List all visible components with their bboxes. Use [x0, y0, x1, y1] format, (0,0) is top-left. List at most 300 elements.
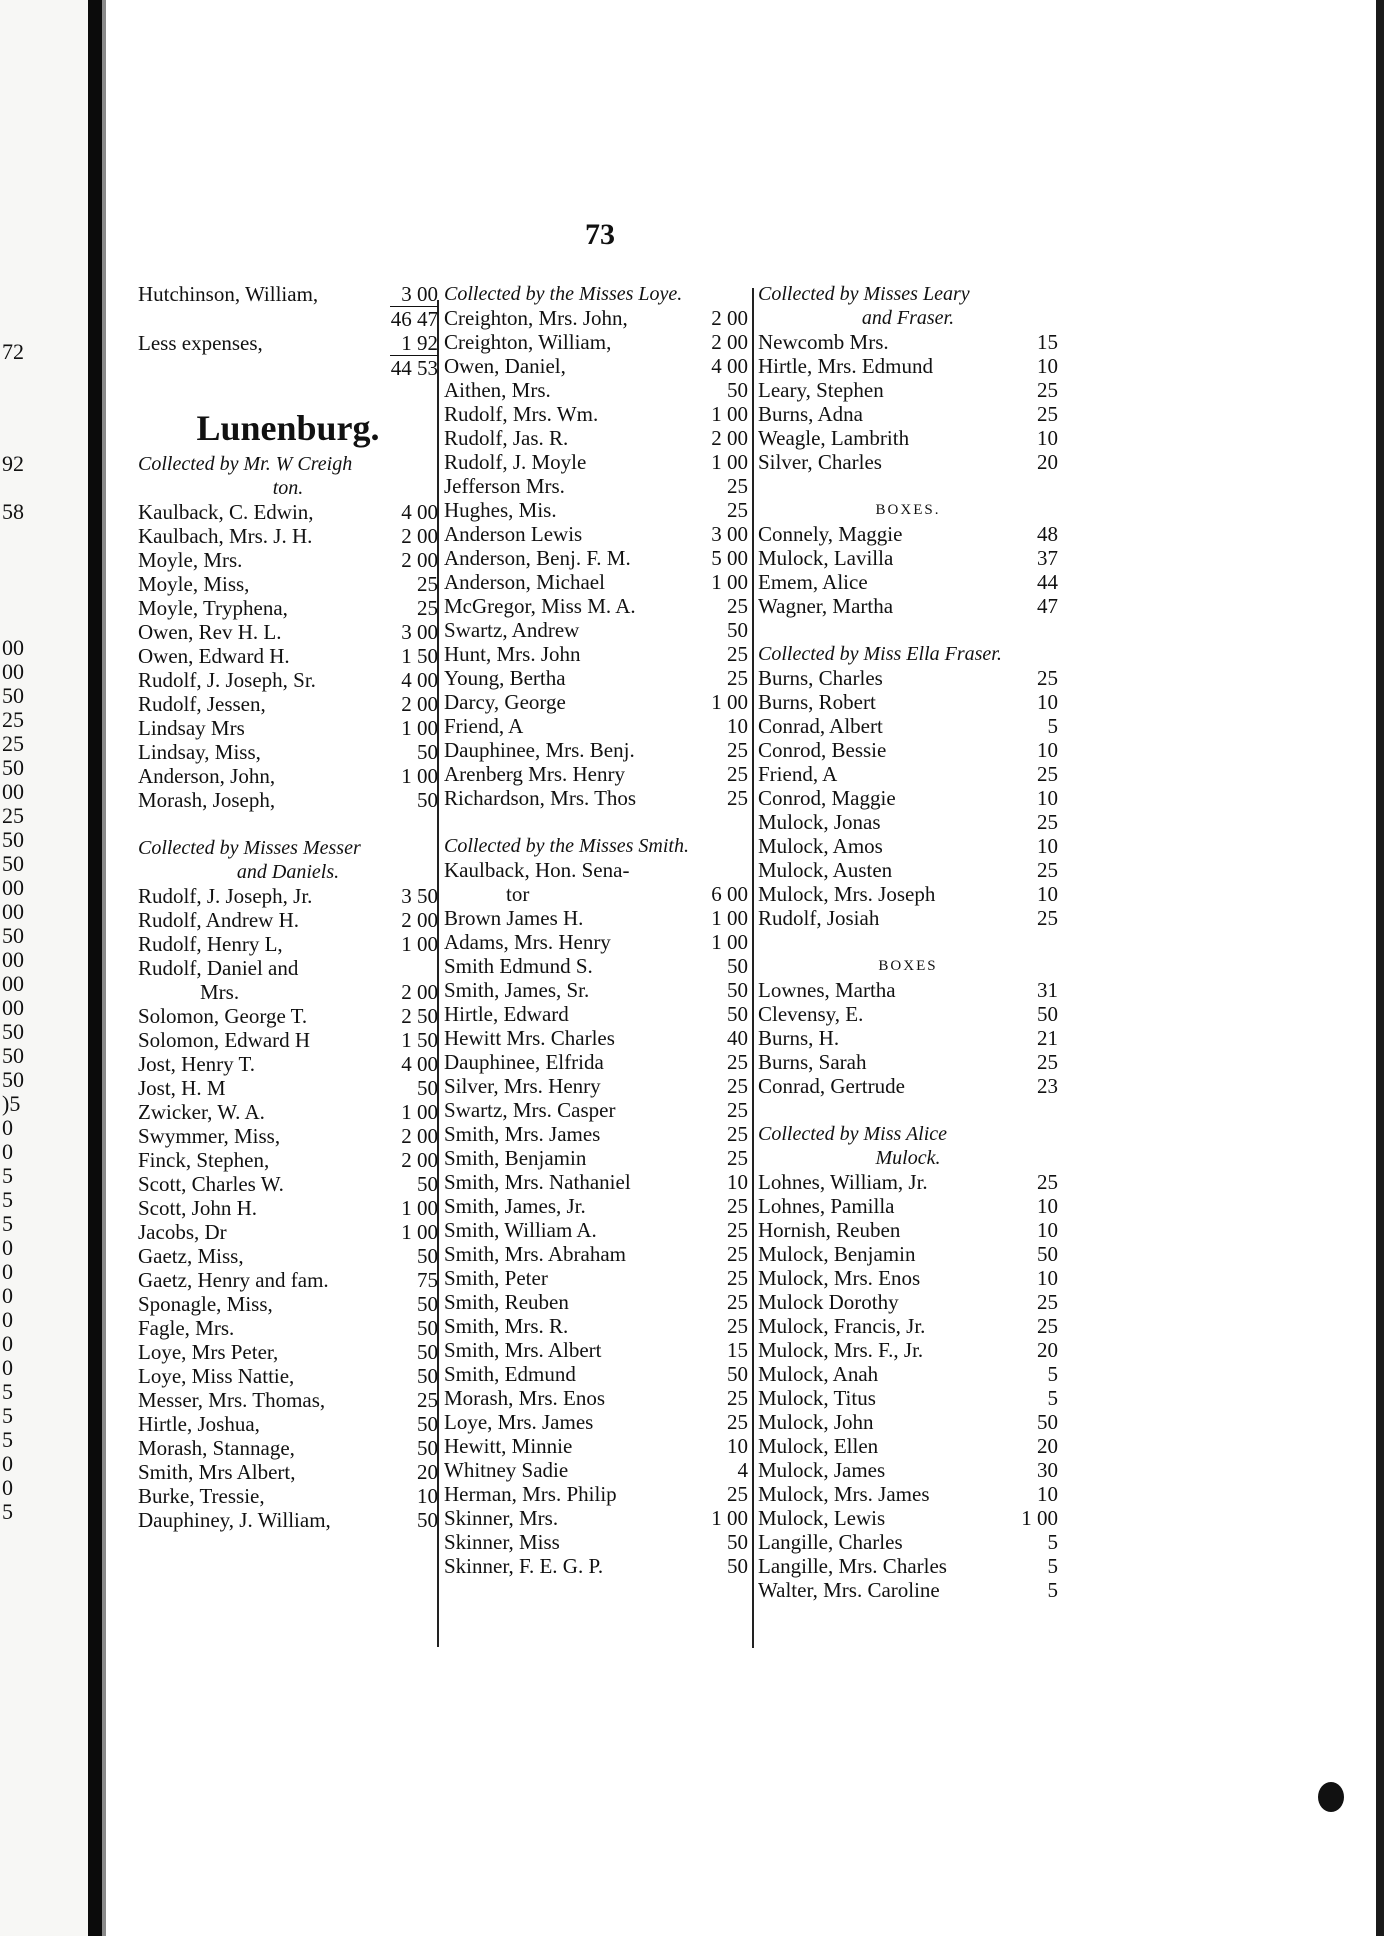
donor-name: Smith, Reuben: [444, 1290, 569, 1314]
donor-name: Anderson, Benj. F. M.: [444, 546, 631, 570]
donation-amount: 4 00: [401, 1052, 438, 1076]
entry-row: [138, 1172, 438, 1196]
collector-header: and Daniels.: [236, 861, 340, 883]
entry-row: [758, 1386, 1058, 1410]
donation-amount: 25: [1037, 906, 1058, 930]
collector-header: and Fraser.: [861, 307, 955, 329]
donor-name: Hewitt, Minnie: [444, 1434, 573, 1458]
donor-name: Emem, Alice: [758, 570, 868, 594]
entry-row: [758, 1002, 1058, 1026]
donation-amount: 5: [1047, 714, 1058, 738]
donation-amount: 10: [727, 1170, 748, 1194]
prev-page-number: 0: [2, 1355, 13, 1380]
entry-row: [444, 546, 748, 570]
donor-name: Smith Edmund S.: [444, 954, 593, 978]
donation-amount: 25: [727, 1242, 748, 1266]
donation-amount: 50: [417, 1340, 438, 1364]
donation-amount: 75: [417, 1268, 438, 1292]
donor-name: Hunt, Mrs. John: [444, 642, 581, 666]
entry-row: [138, 1196, 438, 1220]
entry-row: [758, 1362, 1058, 1386]
prev-page-number: 58: [2, 499, 24, 524]
entry-row: [444, 1266, 748, 1290]
prev-page-number: 0: [2, 1451, 13, 1476]
collector-header: Collected by Miss Alice: [758, 1123, 948, 1145]
donation-amount: 25: [727, 786, 748, 810]
donor-name: Mulock Dorothy: [758, 1290, 899, 1314]
entry-row: [758, 858, 1058, 882]
entry-row: [444, 1338, 748, 1362]
donor-name: Morash, Mrs. Enos: [444, 1386, 605, 1410]
donation-amount: 20: [1037, 450, 1058, 474]
entry-row: [138, 956, 438, 980]
donor-name: Mrs.: [200, 980, 240, 1004]
entry-row: [138, 356, 438, 380]
entry-row: [758, 1530, 1058, 1554]
donor-name: Mulock, Mrs. Enos: [758, 1266, 921, 1290]
donation-amount: 3 50: [401, 884, 438, 908]
entry-row: [138, 644, 438, 668]
donor-name: Mulock, Mrs. James: [758, 1482, 930, 1506]
entry-row: [138, 1364, 438, 1388]
donation-amount: 1 00: [711, 402, 748, 426]
donor-name: Mulock, Lewis: [758, 1506, 886, 1530]
donor-name: Mulock, Mrs. Joseph: [758, 882, 936, 906]
prev-page-number: 5: [2, 1163, 13, 1188]
donor-name: Messer, Mrs. Thomas,: [138, 1388, 326, 1412]
donation-amount: 50: [727, 954, 748, 978]
donation-amount: 50: [417, 1244, 438, 1268]
donation-amount: 48: [1037, 522, 1058, 546]
donor-name: Solomon, George T.: [138, 1004, 308, 1028]
donation-amount: 1 00: [401, 1220, 438, 1244]
entry-row: [138, 932, 438, 956]
donor-name: Rudolf, Daniel and: [138, 956, 299, 980]
entry-row: [758, 1170, 1058, 1194]
donor-name: Dauphinee, Elfrida: [444, 1050, 604, 1074]
column-rule-2: [752, 288, 754, 1648]
donor-name: Lohnes, William, Jr.: [758, 1170, 928, 1194]
prev-page-number: 00: [2, 659, 24, 684]
prev-page-number: 5: [2, 1499, 13, 1524]
donation-amount: 2 00: [711, 426, 748, 450]
donor-name: Loye, Mrs Peter,: [138, 1340, 279, 1364]
donor-name: Mulock, Anah: [758, 1362, 879, 1386]
entry-row: [138, 620, 438, 644]
entry-row: [444, 618, 748, 642]
entry-row: [444, 1146, 748, 1170]
prev-page-number: 5: [2, 1379, 13, 1404]
donation-amount: 20: [1037, 1434, 1058, 1458]
donor-name: Mulock, Benjamin: [758, 1242, 916, 1266]
donation-amount: 2 50: [401, 1004, 438, 1028]
donor-name: Rudolf, Mrs. Wm.: [444, 402, 599, 426]
donor-name: Owen, Edward H.: [138, 644, 290, 668]
donation-amount: 10: [1037, 786, 1058, 810]
donation-amount: 25: [727, 498, 748, 522]
donor-name: Langille, Mrs. Charles: [758, 1554, 947, 1578]
spacer: [444, 810, 748, 834]
donor-name: Mulock, Jonas: [758, 810, 881, 834]
donor-name: Darcy, George: [444, 690, 566, 714]
donation-amount: 50: [1037, 1002, 1058, 1026]
donor-name: Jost, Henry T.: [138, 1052, 256, 1076]
entry-row: [138, 1100, 438, 1124]
entry-row: [758, 1314, 1058, 1338]
donor-name: Moyle, Mrs.: [138, 548, 243, 572]
donor-name: Whitney Sadie: [444, 1458, 569, 1482]
entry-row: [444, 1434, 748, 1458]
entry-row: [444, 1170, 748, 1194]
entry-row: [444, 1386, 748, 1410]
entry-row: [444, 498, 748, 522]
donor-name: Gaetz, Henry and fam.: [138, 1268, 329, 1292]
entry-row: [758, 522, 1058, 546]
prev-page-number: 25: [2, 707, 24, 732]
prev-page-number: 72: [2, 339, 24, 364]
donation-amount: 25: [727, 738, 748, 762]
donation-amount: 50: [727, 1554, 748, 1578]
entry-row: [138, 1028, 438, 1052]
entry-row: [444, 402, 748, 426]
entry-row: [758, 354, 1058, 378]
entry-row: [758, 450, 1058, 474]
donation-amount: 1 00: [1021, 1506, 1058, 1530]
entry-row: [758, 882, 1058, 906]
donation-amount: 25: [727, 474, 748, 498]
entry-row: [758, 978, 1058, 1002]
donor-name: Less expenses,: [138, 331, 263, 355]
donation-amount: 2 00: [401, 980, 438, 1004]
donor-name: Walter, Mrs. Caroline: [758, 1578, 940, 1602]
page-number: 73: [585, 218, 615, 251]
donation-amount: 25: [417, 596, 438, 620]
prev-page-number: 50: [2, 827, 24, 852]
entry-row: [444, 1194, 748, 1218]
entry-row: [138, 980, 438, 1004]
donor-name: Burns, Robert: [758, 690, 876, 714]
donation-amount: 25: [1037, 1314, 1058, 1338]
donation-amount: 50: [1037, 1242, 1058, 1266]
donor-name: Rudolf, Jessen,: [138, 692, 266, 716]
entry-row: [138, 1412, 438, 1436]
collector-header: Collected by the Misses Smith.: [444, 835, 689, 857]
donation-amount: 25: [1037, 402, 1058, 426]
donor-name: Burke, Tressie,: [138, 1484, 265, 1508]
donor-name: Connely, Maggie: [758, 522, 903, 546]
entry-row: [444, 1026, 748, 1050]
entry-row: [138, 307, 438, 331]
entry-row: [444, 858, 748, 882]
donor-name: Conrod, Maggie: [758, 786, 896, 810]
column-3: [758, 282, 1058, 1602]
prev-page-number: 00: [2, 947, 24, 972]
binding-gutter-shadow: [102, 0, 106, 1936]
donor-name: Hirtle, Joshua,: [138, 1412, 260, 1436]
donation-amount: 2 00: [401, 524, 438, 548]
prev-page-number: 00: [2, 779, 24, 804]
entry-row: [758, 1578, 1058, 1602]
entry-row: [444, 330, 748, 354]
prev-page-number: 00: [2, 899, 24, 924]
donor-name: Smith, Mrs. Albert: [444, 1338, 602, 1362]
entry-row: [444, 762, 748, 786]
donor-name: Moyle, Miss,: [138, 572, 250, 596]
donation-amount: 20: [417, 1460, 438, 1484]
donor-name: Adams, Mrs. Henry: [444, 930, 611, 954]
entry-row: [758, 402, 1058, 426]
donor-name: Creighton, William,: [444, 330, 612, 354]
entry-row: [138, 572, 438, 596]
donation-amount: 15: [1037, 330, 1058, 354]
donation-amount: 50: [1037, 1410, 1058, 1434]
donation-amount: 10: [1037, 738, 1058, 762]
entry-row: [444, 426, 748, 450]
entry-row: [444, 1362, 748, 1386]
donation-amount: 5: [1047, 1386, 1058, 1410]
entry-row: [758, 1506, 1058, 1530]
donation-amount: 1 00: [711, 690, 748, 714]
donor-name: Silver, Mrs. Henry: [444, 1074, 601, 1098]
donor-name: Smith, William A.: [444, 1218, 597, 1242]
donation-amount: 1 00: [711, 570, 748, 594]
donation-amount: 10: [1037, 1218, 1058, 1242]
entry-row: [138, 716, 438, 740]
donor-name: Swartz, Andrew: [444, 618, 580, 642]
donor-name: Conrad, Albert: [758, 714, 883, 738]
donor-name: Hirtle, Edward: [444, 1002, 569, 1026]
donation-amount: 25: [727, 1410, 748, 1434]
donor-name: Hornish, Reuben: [758, 1218, 901, 1242]
donor-name: Burns, Charles: [758, 666, 883, 690]
entry-row: [758, 738, 1058, 762]
donor-name: Richardson, Mrs. Thos: [444, 786, 637, 810]
entry-row: [138, 1124, 438, 1148]
entry-row: [758, 906, 1058, 930]
entry-row: [138, 764, 438, 788]
entry-row: [444, 378, 748, 402]
prev-page-number: 0: [2, 1475, 13, 1500]
donation-amount: 5: [1047, 1530, 1058, 1554]
donation-amount: 10: [1037, 1266, 1058, 1290]
donation-amount: 50: [417, 788, 438, 812]
donor-name: Mulock, Austen: [758, 858, 893, 882]
spacer: [758, 930, 1058, 954]
donation-amount: 25: [727, 1290, 748, 1314]
donor-name: Conrod, Bessie: [758, 738, 887, 762]
donor-name: Friend, A: [758, 762, 838, 786]
donation-amount: 6 00: [711, 882, 748, 906]
donor-name: Skinner, F. E. G. P.: [444, 1554, 604, 1578]
donation-amount: 1 00: [401, 716, 438, 740]
entry-row: [758, 834, 1058, 858]
entry-row: [138, 548, 438, 572]
entry-row: [758, 762, 1058, 786]
entry-row: [444, 906, 748, 930]
donor-name: Hirtle, Mrs. Edmund: [758, 354, 933, 378]
entry-row: [444, 1050, 748, 1074]
donation-amount: 2 00: [401, 548, 438, 572]
donor-name: Smith, James, Sr.: [444, 978, 590, 1002]
entry-row: [138, 1220, 438, 1244]
donor-name: Herman, Mrs. Philip: [444, 1482, 617, 1506]
donation-amount: 1 00: [711, 906, 748, 930]
entry-row: [138, 1436, 438, 1460]
donation-amount: 25: [727, 1146, 748, 1170]
entry-row: [138, 1244, 438, 1268]
donor-name: Hutchinson, William,: [138, 282, 319, 306]
entry-row: [444, 1530, 748, 1554]
donation-amount: 10: [1037, 354, 1058, 378]
donation-amount: 25: [1037, 858, 1058, 882]
entry-row: [758, 786, 1058, 810]
donation-amount: 4 00: [711, 354, 748, 378]
entry-row: [758, 594, 1058, 618]
donation-amount: 25: [727, 594, 748, 618]
donation-amount: 10: [1037, 426, 1058, 450]
donor-name: Scott, Charles W.: [138, 1172, 284, 1196]
donation-amount: 44 53: [390, 356, 438, 380]
entry-row: [758, 1482, 1058, 1506]
prev-page-number: 50: [2, 1019, 24, 1044]
spacer: [138, 812, 438, 836]
donor-name: Smith, Peter: [444, 1266, 548, 1290]
donation-amount: 50: [417, 1316, 438, 1340]
entry-row: [758, 1026, 1058, 1050]
entry-row: [138, 1268, 438, 1292]
donation-amount: 25: [727, 1194, 748, 1218]
donation-amount: 25: [1037, 1290, 1058, 1314]
donor-name: Loye, Mrs. James: [444, 1410, 594, 1434]
donor-name: Conrad, Gertrude: [758, 1074, 905, 1098]
donation-amount: 31: [1037, 978, 1058, 1002]
donation-amount: 50: [727, 1530, 748, 1554]
entry-row: [758, 714, 1058, 738]
donor-name: Morash, Joseph,: [138, 788, 276, 812]
collector-header: Collected by the Misses Loye.: [444, 283, 683, 305]
donation-amount: 30: [1037, 1458, 1058, 1482]
donor-name: Mulock, Francis, Jr.: [758, 1314, 926, 1338]
donation-amount: 1 00: [711, 1506, 748, 1530]
donor-name: Kaulback, C. Edwin,: [138, 500, 314, 524]
donation-amount: 10: [727, 714, 748, 738]
donor-name: Anderson, John,: [138, 764, 276, 788]
entry-row: [444, 1074, 748, 1098]
prev-page-number: 0: [2, 1139, 13, 1164]
donation-amount: 2 00: [401, 908, 438, 932]
donation-amount: 25: [727, 1314, 748, 1338]
donation-amount: 5: [1047, 1554, 1058, 1578]
entry-row: [758, 1194, 1058, 1218]
entry-row: [444, 450, 748, 474]
donation-amount: 1 00: [711, 930, 748, 954]
collector-header: ton.: [272, 477, 304, 499]
donation-amount: 3 00: [711, 522, 748, 546]
donation-amount: 25: [727, 762, 748, 786]
column-2: [444, 282, 748, 1578]
entry-row: [758, 1290, 1058, 1314]
spacer: [758, 474, 1058, 498]
donation-amount: 50: [417, 1412, 438, 1436]
donation-amount: 1 00: [401, 1196, 438, 1220]
donation-amount: 3 00: [401, 620, 438, 644]
donor-name: Jefferson Mrs.: [444, 474, 565, 498]
entry-row: [758, 1074, 1058, 1098]
donation-amount: 50: [727, 1002, 748, 1026]
donation-amount: 2 00: [711, 330, 748, 354]
donor-name: Kaulback, Hon. Sena-: [444, 858, 630, 882]
entry-row: [138, 331, 438, 355]
donation-amount: 10: [1037, 1482, 1058, 1506]
entry-row: [444, 1242, 748, 1266]
donation-amount: 25: [417, 1388, 438, 1412]
entry-row: [758, 690, 1058, 714]
donor-name: Weagle, Lambrith: [758, 426, 910, 450]
boxes-subheader: BOXES.: [875, 502, 941, 518]
donation-amount: 1 00: [401, 932, 438, 956]
entry-row: [444, 570, 748, 594]
entry-row: [138, 1484, 438, 1508]
donor-name: Young, Bertha: [444, 666, 566, 690]
prev-page-number: 50: [2, 851, 24, 876]
donor-name: Skinner, Miss: [444, 1530, 560, 1554]
entry-row: [444, 1506, 748, 1530]
entry-row: [138, 1508, 438, 1532]
donor-name: Silver, Charles: [758, 450, 882, 474]
donor-name: Burns, H.: [758, 1026, 840, 1050]
entry-row: [444, 522, 748, 546]
entry-row: [758, 810, 1058, 834]
donation-amount: 50: [727, 1362, 748, 1386]
donation-amount: 25: [1037, 666, 1058, 690]
entry-row: [138, 500, 438, 524]
entry-row: [444, 354, 748, 378]
entry-row: [444, 1482, 748, 1506]
entry-row: [138, 1004, 438, 1028]
boxes-subheader: BOXES: [878, 958, 938, 974]
donation-amount: 20: [1037, 1338, 1058, 1362]
donation-amount: 10: [727, 1434, 748, 1458]
entry-row: [758, 666, 1058, 690]
donor-name: Smith, Mrs. R.: [444, 1314, 569, 1338]
donation-amount: 25: [727, 1074, 748, 1098]
donation-amount: 5 00: [711, 546, 748, 570]
entry-row: [444, 930, 748, 954]
entry-row: [138, 884, 438, 908]
donation-amount: 21: [1037, 1026, 1058, 1050]
donation-amount: 1 00: [401, 764, 438, 788]
donor-name: Lindsay, Miss,: [138, 740, 261, 764]
entry-row: [758, 570, 1058, 594]
donation-amount: 10: [1037, 690, 1058, 714]
entry-row: [758, 330, 1058, 354]
donor-name: Anderson, Michael: [444, 570, 605, 594]
donation-amount: 1 50: [401, 1028, 438, 1052]
donation-amount: 25: [1037, 810, 1058, 834]
donation-amount: 47: [1037, 594, 1058, 618]
entry-row: [758, 1242, 1058, 1266]
donation-amount: 50: [727, 978, 748, 1002]
donation-amount: 5: [1047, 1578, 1058, 1602]
prev-page-number: 0: [2, 1259, 13, 1284]
donation-amount: 10: [1037, 834, 1058, 858]
donor-name: Lownes, Martha: [758, 978, 896, 1002]
entry-row: [138, 692, 438, 716]
donation-amount: 25: [727, 1098, 748, 1122]
prev-page-number: 50: [2, 755, 24, 780]
entry-row: [444, 1218, 748, 1242]
entry-row: [138, 788, 438, 812]
